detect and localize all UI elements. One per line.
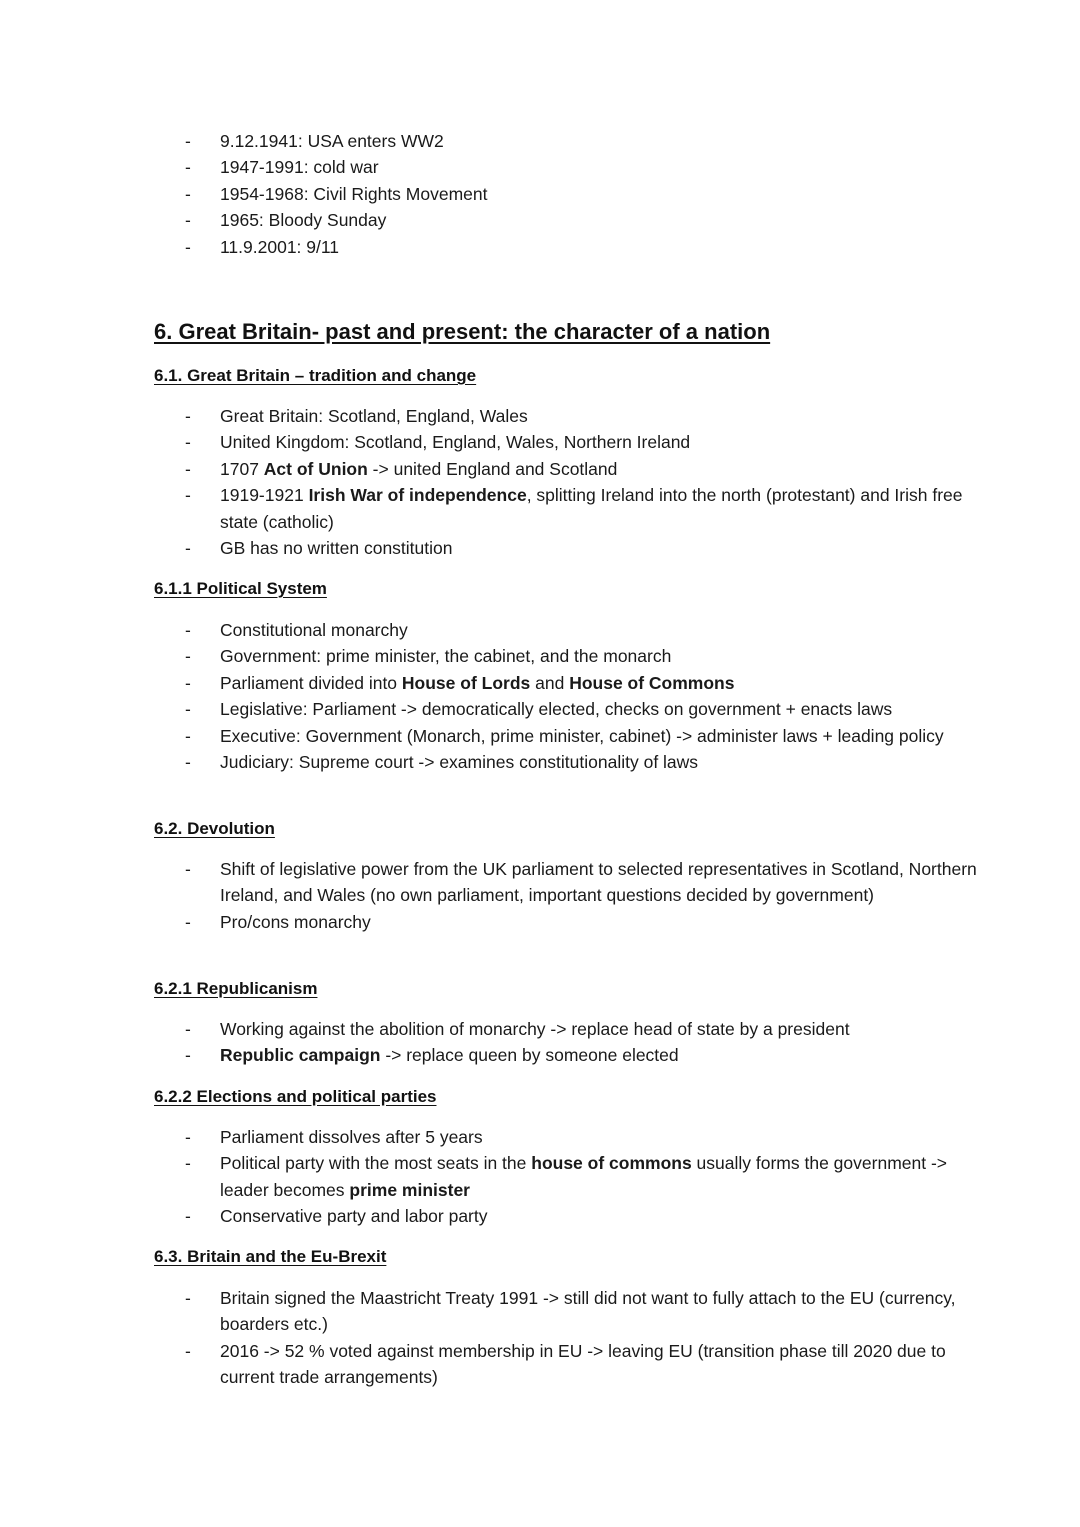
- list-item: [0, 617, 980, 643]
- list-item-text: , splitting Ireland into the north (protestant) and Irish free state (catholic): [220, 485, 968, 532]
- subsection-list-6-3: [0, 1285, 980, 1391]
- list-item-text: -> replace queen by someone elected: [380, 1045, 679, 1066]
- list-item-text: Britain signed the Maastricht Treaty 1991 -> still did not want to fully attach to the EU (currency, boarders etc.): [220, 1288, 961, 1335]
- bullet-dash: -: [185, 210, 191, 231]
- bullet-dash: -: [185, 911, 191, 932]
- list-item-text: 11.9.2001: 9/11: [220, 236, 340, 257]
- subsection-heading-6-2: 6.2. Devolution: [154, 819, 275, 838]
- list-item: [0, 909, 980, 935]
- list-item: [0, 643, 980, 669]
- list-item: [0, 1042, 980, 1068]
- subsection-list-6-2-2: [0, 1124, 980, 1230]
- list-item: [0, 403, 980, 429]
- list-item-text: and: [530, 672, 570, 693]
- list-item: [0, 723, 980, 749]
- list-item-text: usually forms the government -> leader becomes: [220, 1153, 952, 1200]
- bullet-dash: -: [185, 183, 191, 204]
- list-item-text: Conservative party and labor party: [220, 1206, 488, 1227]
- list-item-text: 1947-1991: cold war: [220, 157, 379, 178]
- bullet-dash: -: [185, 1019, 191, 1039]
- list-item-text: United Kingdom: Scotland, England, Wales, Northern Ireland: [220, 432, 691, 453]
- list-item-text: 1919-1921: [220, 485, 309, 506]
- bullet-dash: -: [185, 406, 191, 426]
- bullet-dash: -: [185, 458, 191, 479]
- subsection-heading-6-1: 6.1. Great Britain – tradition and change: [154, 366, 477, 385]
- bullet-dash: -: [185, 699, 191, 720]
- list-item-text: 1707: [220, 458, 264, 479]
- subsection-list-6-1: [0, 403, 980, 561]
- bullet-dash: -: [185, 1288, 191, 1308]
- list-item: [0, 1285, 980, 1338]
- list-item: [0, 696, 980, 722]
- bold-text: Act of Union: [263, 458, 368, 479]
- list-item-text: 9.12.1941: USA enters WW2: [220, 131, 444, 151]
- subsection-heading-6-1-1: 6.1.1 Political System: [154, 579, 327, 598]
- list-item-text: 1954-1968: Civil Rights Movement: [220, 183, 488, 204]
- list-item: [0, 535, 980, 561]
- bullet-dash: -: [185, 236, 191, 257]
- list-item-text: Great Britain: Scotland, England, Wales: [220, 406, 528, 426]
- bullet-dash: -: [185, 672, 191, 693]
- list-item: [0, 456, 980, 482]
- bullet-dash: -: [185, 432, 191, 453]
- list-item-text: Working against the abolition of monarchy -> replace head of state by a president: [220, 1019, 850, 1039]
- bold-text: House of Lords: [401, 672, 531, 693]
- list-item-text: Constitutional monarchy: [220, 620, 408, 640]
- subsection-heading-6-2-1: 6.2.1 Republicanism: [154, 979, 318, 998]
- list-item-text: Pro/cons monarchy: [220, 911, 371, 932]
- list-item: [0, 154, 980, 180]
- section-title: 6. Great Britain- past and present: the character of a nation: [154, 319, 771, 344]
- list-item-text: Legislative: Parliament -> democratically elected, checks on government + enacts laws: [220, 699, 893, 720]
- bold-text: house of commons: [531, 1153, 692, 1174]
- list-item: [0, 856, 980, 909]
- list-item-text: 2016 -> 52 % voted against membership in EU -> leaving EU (transition phase till 2020 due to current trade arrangements): [220, 1340, 951, 1388]
- list-item: [0, 1016, 980, 1042]
- list-item: [0, 1338, 980, 1391]
- list-item-text: Shift of legislative power from the UK parliament to selected representatives in Scotland, Northern Ireland, and Wales (no own parliament, important questions decided by government): [220, 859, 982, 906]
- list-item: [0, 207, 980, 233]
- bullet-dash: -: [185, 485, 191, 506]
- bullet-dash: -: [185, 752, 191, 773]
- list-item: [0, 429, 980, 455]
- list-item-text: 1965: Bloody Sunday: [220, 210, 387, 231]
- list-item: [0, 670, 980, 696]
- timeline-list: [0, 128, 980, 260]
- subsection-list-6-2-1: [0, 1016, 980, 1069]
- bullet-dash: -: [185, 725, 191, 746]
- bullet-dash: -: [185, 1340, 191, 1361]
- list-item-text: Political party with the most seats in the: [220, 1153, 532, 1174]
- list-item-text: Judiciary: Supreme court -> examines constitutionality of laws: [220, 752, 699, 773]
- bullet-dash: -: [185, 157, 191, 178]
- bullet-dash: -: [185, 859, 191, 879]
- subsection-heading-6-2-2: 6.2.2 Elections and political parties: [154, 1087, 437, 1106]
- list-item: [0, 482, 980, 535]
- bullet-dash: -: [185, 1206, 191, 1227]
- bullet-dash: -: [185, 620, 191, 640]
- bold-text: House of Commons: [569, 672, 735, 693]
- bullet-dash: -: [185, 538, 191, 559]
- bold-text: prime minister: [349, 1179, 470, 1200]
- bullet-dash: -: [185, 1153, 191, 1174]
- list-item-text: Government: prime minister, the cabinet, and the monarch: [220, 646, 672, 667]
- list-item: [0, 1150, 980, 1203]
- bullet-dash: -: [185, 131, 191, 151]
- bold-text: Republic campaign: [220, 1045, 381, 1066]
- bullet-dash: -: [185, 646, 191, 667]
- list-item: [0, 1124, 980, 1150]
- list-item: [0, 749, 980, 775]
- list-item-text: Executive: Government (Monarch, prime minister, cabinet) -> administer laws + leading policy: [220, 725, 944, 746]
- list-item: [0, 181, 980, 207]
- bullet-dash: -: [185, 1127, 191, 1147]
- list-item: [0, 1203, 980, 1229]
- list-item: [0, 128, 980, 154]
- list-item-text: Parliament divided into: [220, 672, 402, 693]
- subsection-heading-6-3: 6.3. Britain and the Eu-Brexit: [154, 1247, 387, 1266]
- list-item: [0, 234, 980, 260]
- bold-text: Irish War of independence: [308, 485, 527, 506]
- list-item-text: Parliament dissolves after 5 years: [220, 1127, 483, 1147]
- subsection-list-6-1-1: [0, 617, 980, 775]
- list-item-text: GB has no written constitution: [220, 538, 453, 559]
- list-item-text: -> united England and Scotland: [367, 458, 618, 479]
- subsection-list-6-2: [0, 856, 980, 935]
- bullet-dash: -: [185, 1045, 191, 1066]
